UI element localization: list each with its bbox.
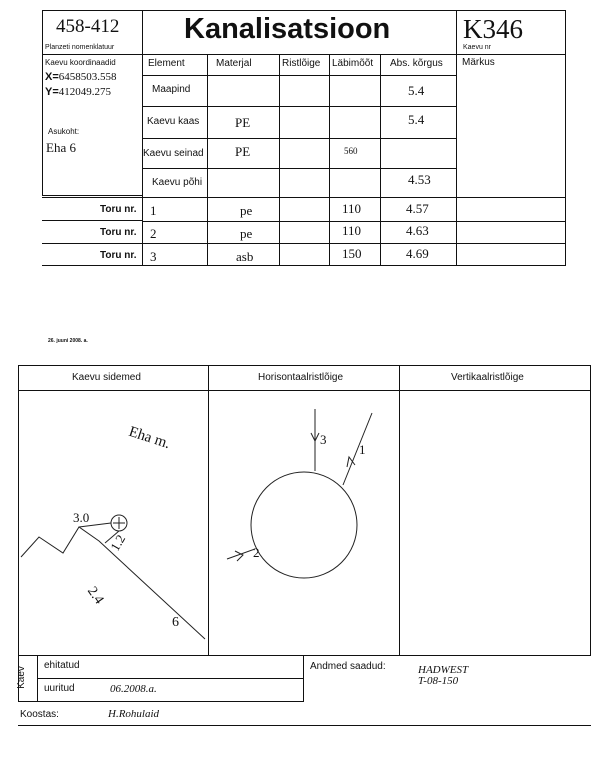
row-elevation: 5.4 <box>408 112 425 127</box>
panel-title-connections: Kaevu sidemed <box>72 372 141 383</box>
built-label: ehitatud <box>44 660 80 671</box>
author-value: H.Rohulaid <box>108 708 160 720</box>
pipe-number: 1 <box>150 203 157 218</box>
date-note: 26. juuni 2008. a. <box>48 338 88 344</box>
row-element: Maapind <box>152 84 191 95</box>
pipe-mark: 1 <box>359 442 366 457</box>
y-value: 412049.275 <box>58 86 112 98</box>
pipe-diameter: 110 <box>342 223 362 238</box>
pipe-material: pe <box>240 203 253 218</box>
pipe-label: Toru nr. <box>100 250 137 261</box>
header-elevation: Abs. kõrgus <box>390 58 443 69</box>
y-label: Y= <box>45 86 59 98</box>
coordinates-caption: Kaevu koordinaadid <box>45 58 116 67</box>
sheet-number: 458-412 <box>56 16 120 37</box>
row-element: Kaevu põhi <box>152 177 203 188</box>
pipe-number: 3 <box>150 249 157 264</box>
well-id: K346 <box>463 14 523 44</box>
surveyed-value: 06.2008.a. <box>110 683 157 695</box>
location-value: Eha 6 <box>46 140 76 155</box>
pipe-diameter: 150 <box>342 246 362 261</box>
header-material: Materjal <box>216 58 252 69</box>
sheet-number-caption: Planzeti nomenklatuur <box>45 44 115 51</box>
header-cross-section: Ristlõige <box>282 58 321 69</box>
dimension-label: 2.4 <box>83 584 107 608</box>
dimension-label: 3.0 <box>73 510 90 525</box>
row-element: Kaevu kaas <box>147 116 200 127</box>
header-element: Element <box>148 58 185 69</box>
pipe-material: asb <box>236 249 254 264</box>
pipe-elevation: 4.63 <box>406 223 429 238</box>
row-material: PE <box>235 144 251 159</box>
author-label: Koostas: <box>20 709 59 720</box>
coordinate-y <box>45 86 111 98</box>
pipe-elevation: 4.69 <box>406 246 429 261</box>
row-material: PE <box>235 115 251 130</box>
pipe-label: Toru nr. <box>100 227 137 238</box>
header-remarks: Märkus <box>462 57 495 68</box>
page-title: Kanalisatsioon <box>184 13 391 45</box>
pipe-elevation: 4.57 <box>406 201 429 216</box>
pipe-diameter: 110 <box>342 201 362 216</box>
data-source-value: HADWEST <box>418 664 469 676</box>
coordinate-x <box>45 71 117 83</box>
row-elevation: 4.53 <box>408 172 431 187</box>
dimension-label: 6 <box>172 615 179 630</box>
location-caption: Asukoht: <box>48 127 80 136</box>
pipe-number: 2 <box>150 226 157 241</box>
well-id-caption: Kaevu nr <box>463 44 492 51</box>
x-label: X= <box>45 71 59 83</box>
connections-sketch <box>19 391 208 655</box>
surveyed-label: uuritud <box>44 683 75 694</box>
row-elevation: 5.4 <box>408 83 425 98</box>
pipe-mark: 3 <box>320 432 327 447</box>
pipe-material: pe <box>240 226 253 241</box>
panel-title-vertical: Vertikaalristlõige <box>451 372 524 383</box>
side-label: Kaev <box>15 666 27 689</box>
data-source-value: T-08-150 <box>418 675 459 687</box>
panel-title-horizontal: Horisontaalristlõige <box>258 372 344 383</box>
street-note: Eha m. <box>126 423 173 453</box>
horizontal-section-sketch <box>209 391 399 655</box>
pipe-label: Toru nr. <box>100 204 137 215</box>
dimension-label: 1.2 <box>107 531 129 554</box>
header-diameter: Läbimõõt <box>332 58 374 69</box>
row-element: Kaevu seinad <box>143 148 204 159</box>
data-source-label: Andmed saadud: <box>310 661 386 672</box>
x-value: 6458503.558 <box>58 71 117 83</box>
row-diameter: 560 <box>344 146 358 156</box>
pipe-mark: 2 <box>253 545 260 560</box>
